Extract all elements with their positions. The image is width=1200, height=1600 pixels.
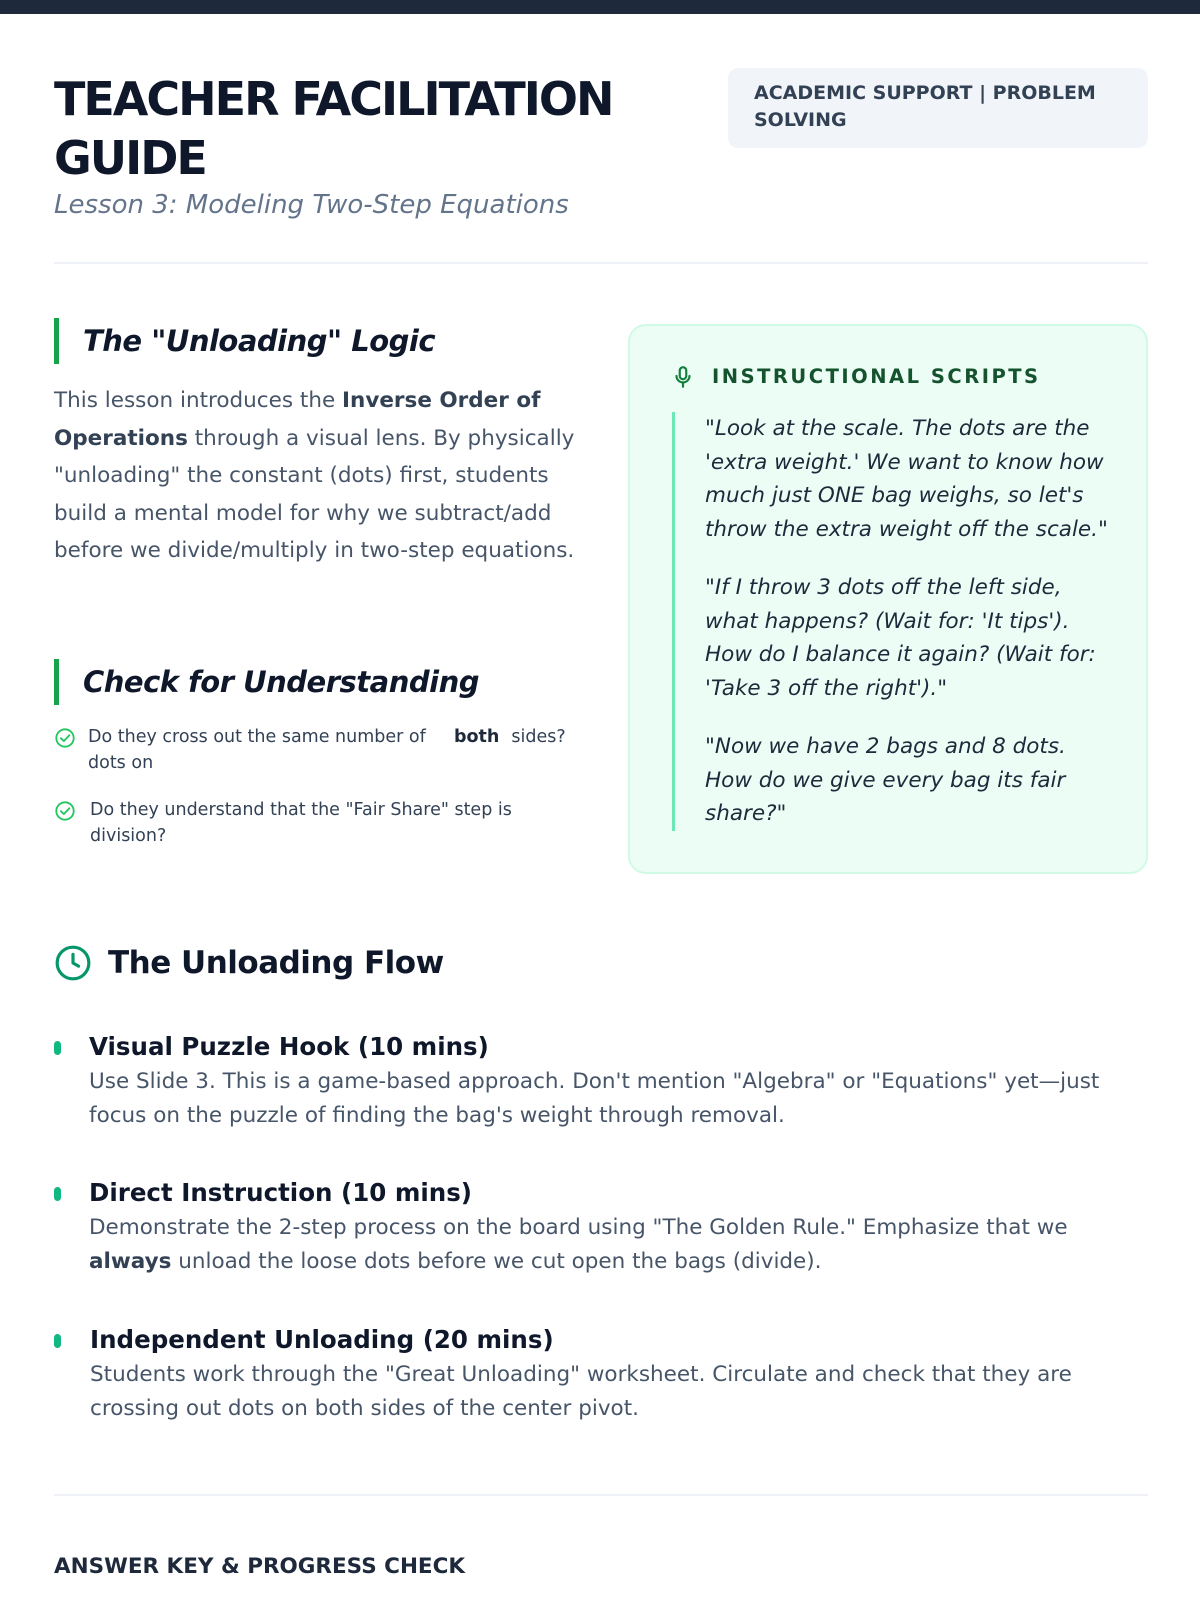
check-item-text: Do they cross out the same number of dots on — [88, 727, 426, 773]
bullet-icon — [54, 1187, 61, 1201]
script-quote: "Look at the scale. The dots are the 'extra weight.' We want to know how much just ONE bag weighs, so let's throw the extra weight off the scale." — [705, 416, 1108, 542]
category-badge: ACADEMIC SUPPORT | PROBLEM SOLVING — [728, 68, 1148, 148]
step-description: Use Slide 3. This is a game-based approach. Don't mention "Algebra" or "Equations" yet—just focus on the puzzle of finding the bag's weight through removal. — [89, 1069, 1100, 1128]
bullet-icon — [54, 1041, 61, 1055]
clock-icon — [54, 944, 92, 982]
page-header — [54, 70, 1148, 220]
answer-key-heading: ANSWER KEY & PROGRESS CHECK — [54, 1554, 466, 1579]
check-circle-icon — [54, 727, 76, 749]
microphone-icon — [670, 364, 696, 390]
quotes-list — [672, 412, 1112, 831]
logic-intro: This lesson introduces the Inverse Order of Operations through a visual lens. By physically "unloading" the constant (dots) first, students build a mental model for why we subtract/add before we divide/multiply in two-step equations. — [54, 388, 575, 563]
footer-divider — [54, 1494, 1148, 1496]
check-circle-icon — [54, 800, 76, 822]
understanding-heading: Check for Understanding — [54, 659, 479, 705]
logic-heading: The "Unloading" Logic — [54, 318, 435, 364]
lesson-subtitle: Lesson 3: Modeling Two-Step Equations — [54, 190, 569, 220]
step-description: Demonstrate the 2-step process on the board using "The Golden Rule." Emphasize that we always unload the loose dots before we cut open the bags (divide). — [89, 1215, 1068, 1274]
scripts-label: INSTRUCTIONAL SCRIPTS — [712, 365, 1041, 388]
flow-heading: The Unloading Flow — [108, 945, 444, 981]
header-divider — [54, 262, 1148, 264]
instructional-scripts-card — [628, 324, 1148, 874]
page-title: TEACHER FACILITATION GUIDE — [54, 72, 613, 185]
bullet-icon — [54, 1334, 61, 1348]
check-item-text: Do they understand that the "Fair Share" step is division? — [90, 800, 512, 846]
step-description: Students work through the "Great Unloading" worksheet. Circulate and check that they are crossing out dots on both sides of the center pivot. — [90, 1362, 1072, 1421]
script-quote: "If I throw 3 dots off the left side, what happens? (Wait for: 'It tips'). How do I balance it again? (Wait for: 'Take 3 off the right')." — [705, 575, 1096, 701]
top-bar — [0, 0, 1200, 14]
check-item — [54, 797, 574, 849]
step-title: Independent Unloading (20 mins) — [90, 1325, 554, 1354]
step-title: Direct Instruction (10 mins) — [89, 1178, 472, 1207]
step-title: Visual Puzzle Hook (10 mins) — [89, 1032, 489, 1061]
check-item-tail: both sides? — [454, 727, 566, 747]
check-item — [54, 724, 574, 776]
script-quote: "Now we have 2 bags and 8 dots. How do we give every bag its fair share?" — [705, 734, 1066, 826]
